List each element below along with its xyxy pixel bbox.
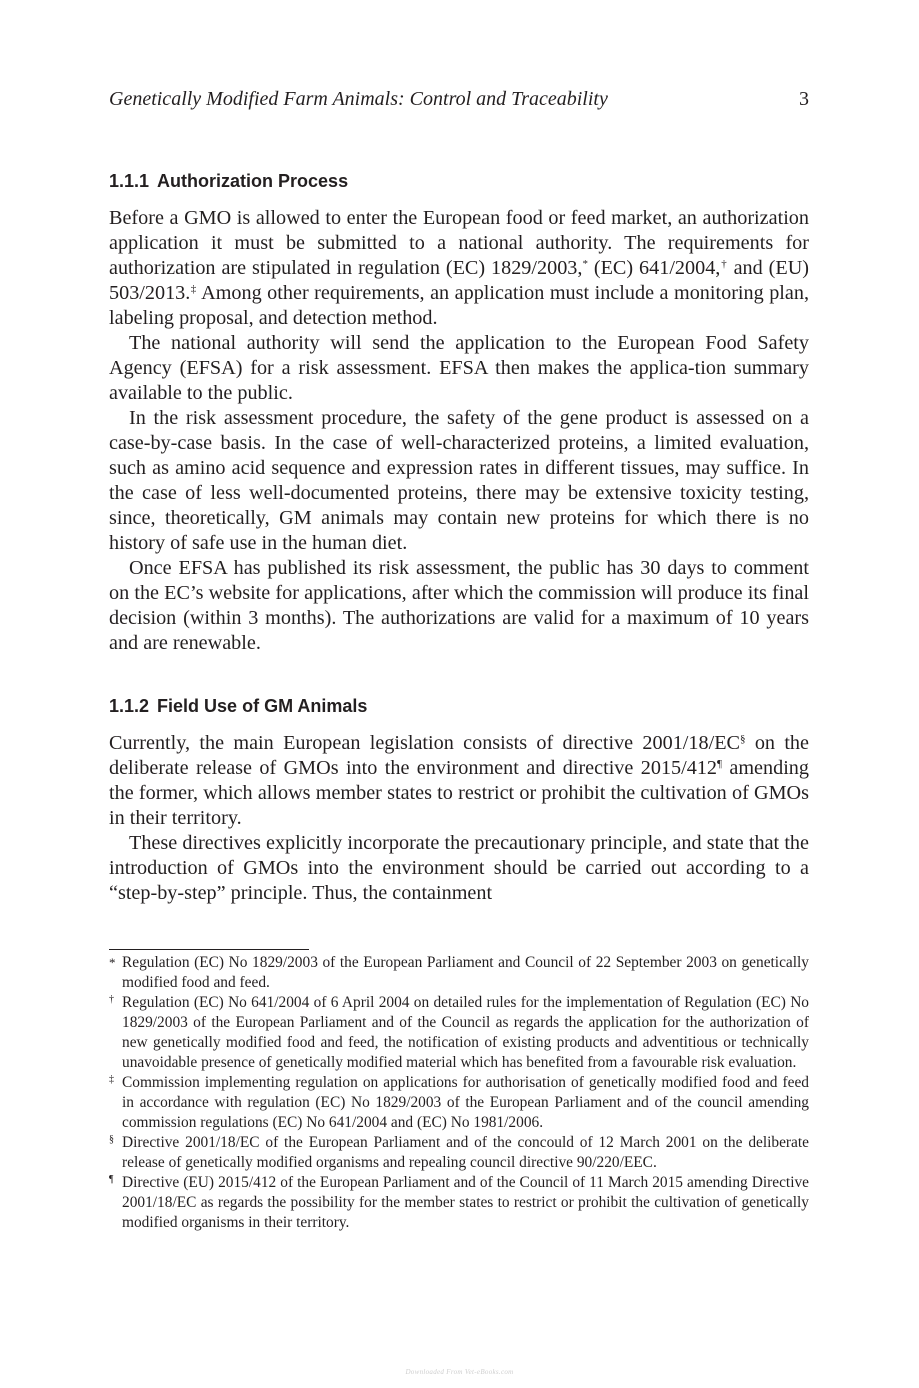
footnote-text: Regulation (EC) No 641/2004 of 6 April 2004 on detailed rules for the implementation of Regulation (EC) No 1829/2003 of the European Parliament and of the Council as regards the application for the authorization of new genetically modified food and feed, the notification of existing products and adventitious or technically unavoidable presence of genetically modified material which has benefited from a favourable risk evaluation. [122,994,809,1071]
page-number: 3 [799,88,809,110]
paragraph-text: Currently, the main European legislation consists of directive 2001/18/EC [109,732,741,754]
paragraph-text: Among other requirements, an application must include a monitoring plan, labeling proposal, and detection method. [109,282,810,329]
paragraph-text: Before a GMO is allowed to enter the European food or feed market, an authorization application it must be submitted to a national authority. The requirements for authorization are stipulated in regulation (EC) 1829/2003, [109,207,809,279]
section-heading-authorization [109,169,809,193]
footnote [109,1133,809,1173]
paragraph: Once EFSA has published its risk assessment, the public has 30 days to comment on the EC’s website for applications, after which the commission will produce its final decision (within 3 months). The authorizations are valid for a maximum of 10 years and are renewable. [109,557,809,654]
running-head [109,86,809,112]
section-body-authorization [109,206,809,656]
footnote-mark: † [109,994,114,1005]
footnote-ref: ‡ [190,283,197,295]
footnotes [109,953,809,1233]
footnote-ref: † [720,258,728,270]
running-head-title: Genetically Modified Farm Animals: Control and Traceability [109,88,608,110]
paragraph: The national authority will send the application to the European Food Safety Agency (EFSA) for a risk assessment. EFSA then makes the applica-tion summary available to the public. [109,332,809,404]
paragraph: These directives explicitly incorporate the precautionary principle, and state that the introduction of GMOs into the environment should be carried out according to a “step-by-step” principle. Thus, the containment [109,832,809,904]
footnote-text: Directive 2001/18/EC of the European Parliament and of the concould of 12 March 2001 on the deliberate release of genetically modified organisms and repealing council directive 90/220/EEC. [122,1134,809,1171]
section-number: 1.1.1 [109,171,150,191]
footnote [109,1073,809,1133]
section-heading-field-use [109,694,809,718]
footnote-mark: ‡ [109,1074,114,1085]
footnote-ref: * [582,258,588,270]
footnote [109,993,809,1073]
book-page [109,0,809,1388]
footnote-text: Directive (EU) 2015/412 of the European Parliament and of the Council of 11 March 2015 amending Directive 2001/18/EC as regards the possibility for the member states to restrict or prohibit the cultivation of genetically modified organisms in their territory. [122,1174,809,1231]
footnote [109,1173,809,1233]
paragraph-text: and (EU) 503/2013. [109,257,810,304]
paragraph [109,731,809,831]
paragraph-text: amending the former, which allows member states to restrict or prohibit the cultivation of GMOs in their territory. [109,757,809,829]
footnote-mark: ¶ [109,1174,114,1185]
section-number: 1.1.2 [109,696,150,716]
footnote-mark: § [109,1134,114,1145]
section-body-field-use [109,731,809,906]
footnote-mark: * [109,955,116,970]
footnote-ref: § [740,733,746,745]
paragraph: In the risk assessment procedure, the safety of the gene product is assessed on a case-by-case basis. In the case of well-characterized proteins, a limited evaluation, such as amino acid sequence and expression rates in different tissues, may suffice. In the case of less well-documented proteins, there may be extensive toxicity testing, since, theoretically, GM animals may contain new proteins for which there is no history of safe use in the human diet. [109,407,809,554]
footnote [109,953,809,993]
paragraph-text: on the deliberate release of GMOs into the environment and directive 2015/412 [109,732,809,779]
footnote-text: Regulation (EC) No 1829/2003 of the European Parliament and Council of 22 September 2003 on genetically modified food and feed. [122,954,809,991]
footnote-text: Commission implementing regulation on applications for authorisation of genetically modified food and feed in accordance with regulation (EC) No 1829/2003 of the European Parliament and of the council amending commission regulations (EC) No 641/2004 and (EC) No 1981/2006. [122,1074,809,1131]
footnote-rule [109,949,309,950]
paragraph-text: (EC) 641/2004, [587,257,721,279]
download-watermark: Downloaded From Vet-eBooks.com [405,1368,514,1376]
footnote-ref: ¶ [717,758,722,770]
section-title: Authorization Process [157,171,349,191]
paragraph [109,206,809,331]
section-title: Field Use of GM Animals [157,696,368,716]
